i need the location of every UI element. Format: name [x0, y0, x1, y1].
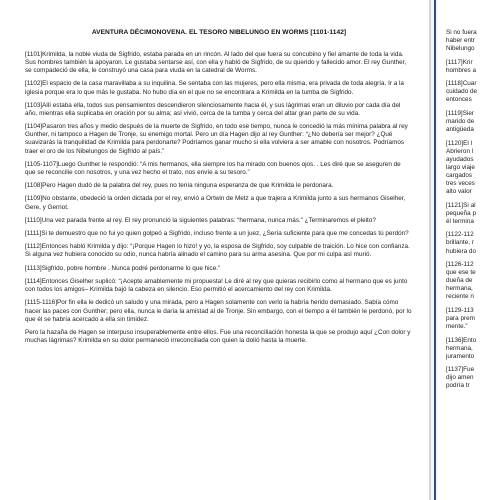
- adjacent-paragraph: [446, 202, 500, 226]
- document-title: AVENTURA DÉCIMONOVENA. EL TESORO NIBELUNGO EN WORMS [1101-1142]: [91, 29, 347, 36]
- page-edge-accent: [434, 0, 436, 500]
- adjacent-paragraph: [446, 80, 500, 104]
- adjacent-paragraph: [446, 110, 500, 134]
- adjacent-line: él termina: [446, 217, 474, 225]
- adjacent-line: para prem: [446, 314, 475, 322]
- adjacent-line: Si no fuera: [446, 29, 477, 36]
- adjacent-line: largo viaje: [446, 163, 475, 171]
- adjacent-paragraph: [446, 59, 500, 75]
- adjacent-paragraph: [446, 261, 500, 301]
- paragraph-closing: Pero la hazaña de Hagen se interpuso insuperablemente entre ellos. Fue una reconciliación honesta la que se produjo aquí ¿Con dolor y muchas lágrimas? Krimilda en su dolor permaneció irreconciliada con quien la dolió hasta la muerte.: [25, 328, 411, 344]
- adjacent-line: haber entr: [446, 37, 475, 45]
- adjacent-page: [438, 0, 500, 500]
- paragraph-1103: [1103]Allí estaba ella, todos sus pensamientos descendieron silenciosamente hacia él, y sus lágrimas eran un diluvio por cada día del año, mientras ella suplicaba en oración por su alma; así vivió, cerca de la tumba y cerca del altar gran parte de su vida.: [25, 101, 401, 117]
- paragraph-1105-1107: [1105-1107]Luego Gunther le respondió: “A mis hermanos, ella siempre los ha mirado con buenos ojos. . Les diré que se aseguren de que se reconcilie con nosotros, y una vez hecho el trato, nos envíe a su tesoro.”: [25, 160, 401, 176]
- paragraph-1102: [1102]El espacio de la casa maravillaba a su inquilina. Se sentaba con las mujeres, pero ella misma, era privada de toda alegría. Ir a la iglesia porque era lo que más le gustaba. No hubo día en el que no se encontrara a Krimilda en la tumba de Sigfrido.: [25, 80, 404, 96]
- adjacent-line: reciente n: [446, 293, 474, 301]
- document-body: [25, 51, 413, 345]
- adjacent-line: [1126-112: [446, 260, 474, 268]
- paragraph-1109: [1109]No obstante, obedeció la orden dictada por el rey, envió a Ortwin de Metz a que trajera a Krimilda junto a sus hermanos Giselher, Gere, y Gernot.: [25, 195, 406, 211]
- paragraph-1112: [1112]Entonces habló Krimilda y dijo: “¡Porque Hagen lo hizo! y yo, la esposa de Sigfrido, soy culpable de traición. Lo hice con confianza. Si alguna vez hubiera conocido su odio, nunca habría alinado el camino para su arma asesina. Que por mi culpa así murió.: [25, 243, 410, 259]
- adjacent-line: marido de: [446, 118, 475, 126]
- adjacent-line: Nibelungo: [446, 45, 475, 53]
- paragraph-1101: [1101]Krimilda, la noble viuda de Sigfrido, estaba parada en un rincón. Al lado del que fuera su concubino y fiel amante de toda la vida. Sus hombres también la apoyaron. Le gustaba sentarse así, con ella y habló de Sigfrido, de su querido y fallecido amor. El rey Gunther, se compadeció de ella, le construyó una casa para viuda en la catedral de Worms.: [25, 51, 407, 75]
- page-gap: [429, 0, 431, 500]
- paragraph-1115-1116: [1115-1116]Por fin ella le dedicó un saludo y una mirada, pero a Hagen solamente con verlo la habría herido demasiado. Sabía cómo hacer las paces con Gunther; pero ella, nunca le daría la amistad al de Tronje. Sin embargo, con el tiempo a él también le perdonó, por lo que él se habría acercado a ella sin timidez.: [25, 299, 412, 323]
- adjacent-line: mente.”: [446, 323, 468, 331]
- paragraph-1104: [1104]Pasaron tres años y medio después de la muerte de Sigfrido, en todo ese tiempo, nunca le concedió la más mínima palabra al rey Gunther, ni tampoco a Hagen de Tronje, su enemigo mortal. Pero un día Hagen dijo al rey Gunther: “¿No debería ser mejor? ¿Qué suavizarás la tranquilidad de Krimilda para perdonarte? Podríamos ganar mucho si ella volviera a ser amable con nosotros. Podríamos traer el oro de los Nibelungos de Sigfrido al país.”: [25, 123, 408, 155]
- adjacent-line: pequeña p: [446, 209, 476, 217]
- paragraph-1111: [1111]Si te demuestro que no fui yo quien golpeó a Sigfrido, incluso frente a un juez, ¿Sería suficiente para que me concedas tú perdón?: [25, 230, 409, 238]
- adjacent-line: hombres a: [446, 66, 476, 74]
- adjacent-paragraph: [446, 231, 500, 255]
- adjacent-paragraph: [446, 366, 500, 390]
- paragraph-1114: [1114]Entonces Giselher suplicó: “¡Acepte amablemente mi propuesta! Le diré al rey que quieras recibirlo como al hermano que es junto con todos los amigos– Krimilda bajó la cabeza en silencio. Eso permitió el acercamiento del rey con Krimilda.: [25, 278, 408, 294]
- adjacent-line: que ese te: [446, 269, 476, 277]
- adjacent-line: hubiera do: [446, 247, 476, 255]
- adjacent-line: [1137]Fue: [446, 366, 475, 374]
- adjacent-line: [1122-112: [446, 231, 474, 239]
- adjacent-line: juramento: [446, 352, 475, 360]
- adjacent-line: [1121]Si al: [446, 201, 476, 209]
- adjacent-line: dijo amen: [446, 374, 474, 382]
- adjacent-line: tres veces: [446, 180, 475, 188]
- adjacent-line: hermana,: [446, 285, 473, 293]
- paragraph-1110: [1110]Una vez parada frente al rey. El rey pronunció la siguientes palabras: “hermana, nunca más.” ¿Terminaremos el pleito?: [25, 216, 376, 224]
- adjacent-line: [1120]El l: [446, 139, 472, 147]
- adjacent-paragraph: [446, 307, 500, 331]
- adjacent-line: podría tr: [446, 382, 470, 390]
- adjacent-line: antigüeda: [446, 126, 474, 134]
- adjacent-line: cargados: [446, 171, 473, 179]
- adjacent-paragraph: [446, 29, 500, 53]
- adjacent-line: ayudados: [446, 155, 474, 163]
- adjacent-line: entonces: [446, 96, 472, 104]
- paragraph-1113: [1113]Sigfrido, pobre hombre . Nunca podré perdonarme lo que hice.”: [25, 264, 221, 272]
- adjacent-line: [1119]Sier: [446, 109, 474, 117]
- adjacent-line: hermana,: [446, 344, 473, 352]
- adjacent-line: cuidado de: [446, 88, 478, 96]
- adjacent-line: [1117]Krir: [446, 58, 473, 66]
- paragraph-1108: [1108]Pero Hagen dudó de la palabra del rey, pues no tenía ninguna esperanza de que Krimilda le perdonara.: [25, 182, 334, 190]
- adjacent-line: [1118]Cuar: [446, 80, 477, 88]
- adjacent-line: alto valor: [446, 188, 472, 196]
- adjacent-line: brillante, r: [446, 239, 474, 247]
- adjacent-line: [1129-113: [446, 306, 474, 314]
- adjacent-line: Abrieron l: [446, 147, 474, 155]
- adjacent-page-text: [446, 29, 500, 390]
- adjacent-paragraph: [446, 337, 500, 361]
- adjacent-paragraph: [446, 140, 500, 197]
- adjacent-line: [1136]Ento: [446, 336, 477, 344]
- adjacent-line: dueña de: [446, 277, 473, 285]
